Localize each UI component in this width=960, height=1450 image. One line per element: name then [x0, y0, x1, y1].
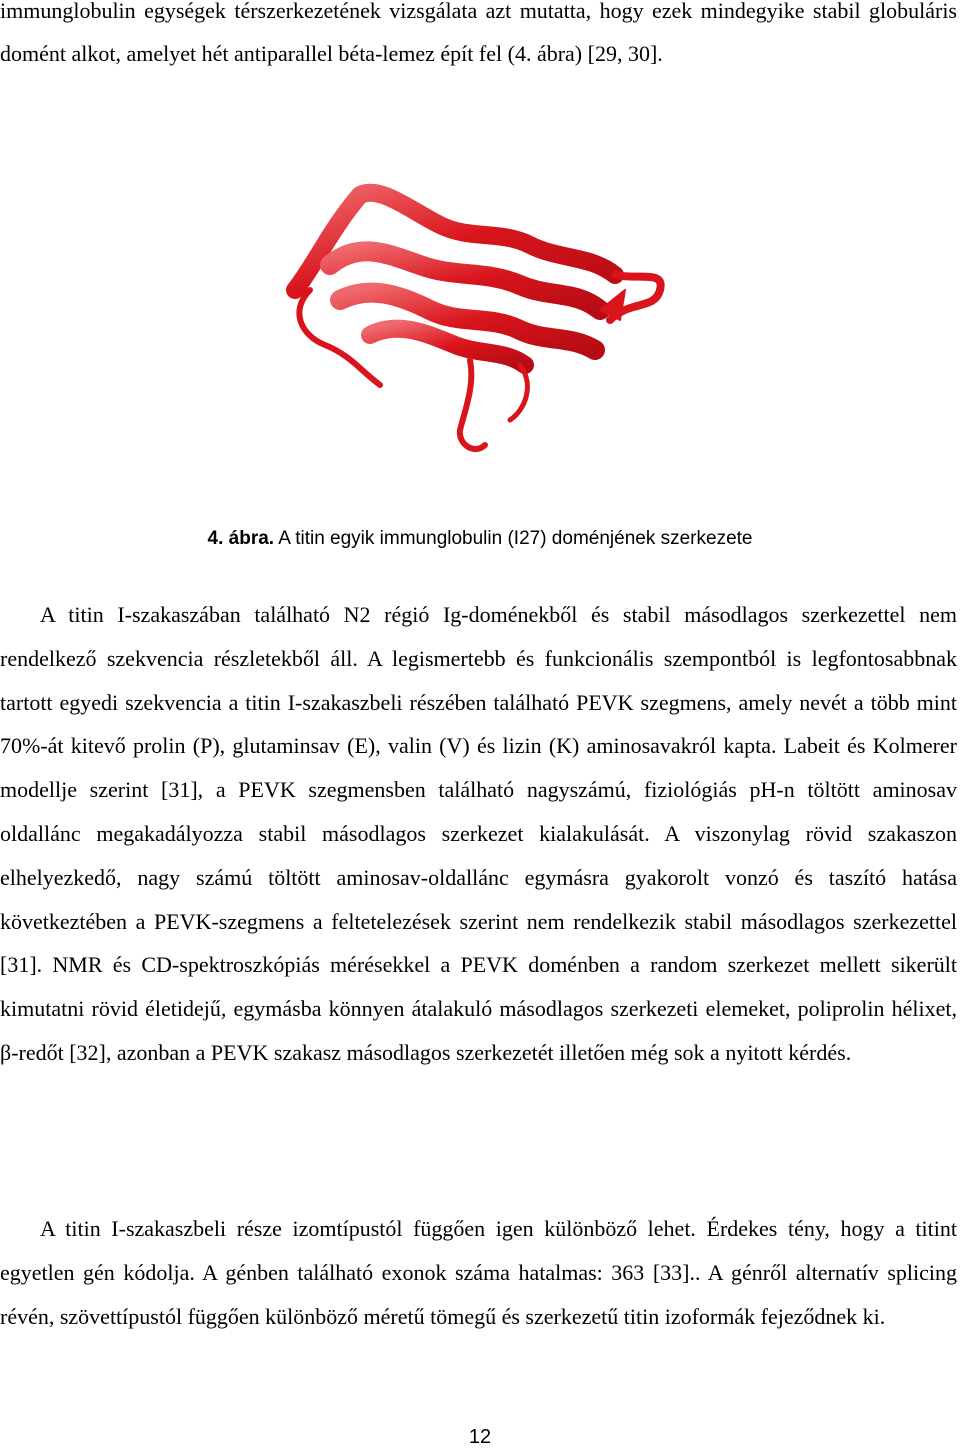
paragraph-titin-n2: A titin I-szakaszában található N2 régió Ig-doménekből és stabil másodlagos szerkezettel nem rendelkező szekvencia részletekből áll. A legismertebb és funkcionális szempontból is legfontosabbnak tartott egyedi szekvencia a titin I-szakaszbeli részében található PEVK szegmens, amely nevét a több mint 70%-át kitevő prolin (P), glutaminsav (E), valin (V) és lizin (K) aminosavakról kapta. Labeit és Kolmerer modellje szerint [31], a PEVK szegmensben található nagyszámú, fiziológiás pH-n töltött aminosav oldallánc megakadályozza stabil másodlagos szerkezet kialakulását. A viszonylag rövid szakaszon elhelyezkedő, nagy számú töltött aminosav-oldallánc egymásra gyakorolt vonzó és taszító hatása következtében a PEVK-szegmens a feltetelezések szerint nem rendelkezik stabil másodlagos szerkezettel [31]. NMR és CD-spektroszkópiás mérésekkel a PEVK doménben a random szerkezet mellett sikerült kimutatni rövid életidejű, egymásba könnyen átalakuló másodlagos szerkezeti elemeket, poliprolin hélixet, β-redőt [32], azonban a PEVK szakasz másodlagos szerkezetét illetően még sok a nyitott kérdés. [0, 602, 957, 1065]
ribbon-strand-4 [370, 329, 525, 365]
paragraph-intro: immunglobulin egységek térszerkezetének vizsgálata azt mutatta, hogy ezek mindegyike stabil globuláris domént alkot, amelyet hét antiparallel béta-lemez épít fel (4. ábra) [29, 30]. [0, 0, 957, 66]
protein-ribbon-figure [270, 170, 690, 470]
figure-caption-text: A titin egyik immunglobulin (I27) doménjének szerkezete [278, 528, 753, 549]
ribbon-loop-3 [460, 360, 485, 449]
page-number: 12 [468, 1426, 492, 1448]
figure-caption-label: 4. ábra. [207, 528, 275, 549]
protein-ribbon-illustration [270, 170, 690, 470]
paragraph-isegment: A titin I-szakaszbeli része izomtípustól függően igen különböző lehet. Érdekes tény, hogy a titint egyetlen gén kódolja. A génben található exonok száma hatalmas: 363 [33].. A génről alternatív splicing révén, szövettípustól függően különböző méretű tömegű és szerkezetű titin izoformák fejeződnek ki. [0, 1216, 957, 1329]
ribbon-loop-4 [510, 365, 527, 420]
figure-caption [0, 526, 960, 552]
